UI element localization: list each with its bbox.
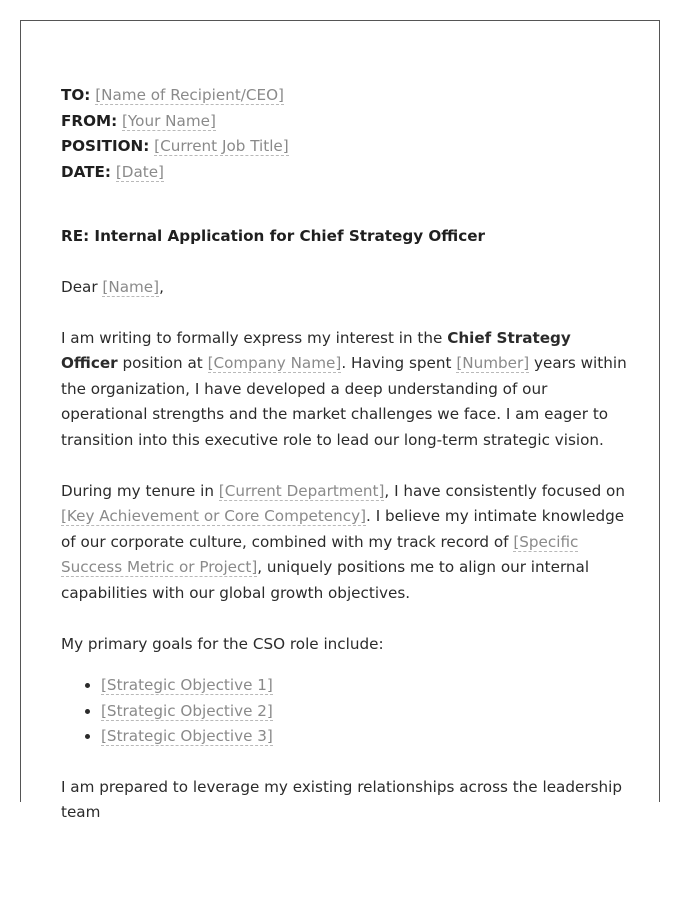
p2-text-3: . I believe my intimate knowledge of our corporate culture, combined with my track record of	[61, 507, 625, 551]
department-placeholder[interactable]: [Current Department]	[218, 481, 385, 500]
goals-intro: My primary goals for the CSO role include:	[61, 634, 384, 653]
salutation-dear: Dear	[61, 277, 98, 296]
years-number-placeholder[interactable]: [Number]	[456, 354, 530, 373]
position-label: POSITION:	[61, 137, 150, 156]
success-metric-placeholder[interactable]: [Specific Success Metric or Project]	[61, 532, 579, 577]
p1-text-1: I am writing to formally express my interest in the	[61, 328, 443, 347]
position-line	[61, 134, 627, 160]
objective-1-placeholder[interactable]: [Strategic Objective 1]	[101, 676, 273, 695]
p2-text-4: , uniquely positions me to align our internal capabilities with our global growth objectives.	[61, 558, 590, 602]
salutation-name-placeholder[interactable]: [Name]	[102, 277, 160, 296]
p1-text-3: . Having spent	[341, 354, 452, 373]
recipient-placeholder[interactable]: [Name of Recipient/CEO]	[95, 86, 284, 104]
p1-role: Chief Strategy Officer	[61, 328, 571, 373]
p2-text-1: During my tenure in	[61, 481, 214, 500]
job-title-placeholder[interactable]: [Current Job Title]	[154, 137, 289, 156]
list-item	[101, 724, 627, 750]
p1-text-2: position at	[122, 354, 203, 373]
list-item	[101, 699, 627, 725]
from-line	[61, 109, 627, 135]
paragraph-tenure	[61, 479, 627, 607]
list-item	[101, 673, 627, 699]
date-label: DATE:	[61, 162, 111, 181]
p3-text-1: I am prepared to leverage my existing relationships across the leadership team	[61, 777, 622, 822]
objective-3-placeholder[interactable]: [Strategic Objective 3]	[101, 727, 273, 746]
document-page	[20, 20, 660, 822]
achievement-placeholder[interactable]: [Key Achievement or Core Competency]	[61, 507, 367, 526]
to-label: TO:	[61, 86, 91, 104]
goals-list	[61, 673, 627, 750]
date-placeholder[interactable]: [Date]	[115, 162, 164, 181]
your-name-placeholder[interactable]: [Your Name]	[122, 111, 216, 130]
salutation-comma: ,	[159, 277, 164, 296]
subject-line: RE: Internal Application for Chief Strategy Officer	[61, 227, 486, 246]
objective-2-placeholder[interactable]: [Strategic Objective 2]	[101, 701, 273, 720]
paragraph-interest	[61, 326, 627, 454]
p2-text-2: , I have consistently focused on	[384, 481, 625, 500]
salutation	[61, 275, 627, 301]
company-name-placeholder[interactable]: [Company Name]	[207, 354, 342, 373]
memo-content	[61, 83, 627, 826]
to-line	[61, 83, 627, 109]
date-line	[61, 160, 627, 186]
p1-text-4: years within the organization, I have developed a deep understanding of our operational strengths and the market challenges we face. I am eager to transition into this executive role to lead our long-term strategic vision.	[61, 354, 627, 449]
paragraph-leverage	[61, 775, 627, 826]
from-label: FROM:	[61, 111, 118, 130]
